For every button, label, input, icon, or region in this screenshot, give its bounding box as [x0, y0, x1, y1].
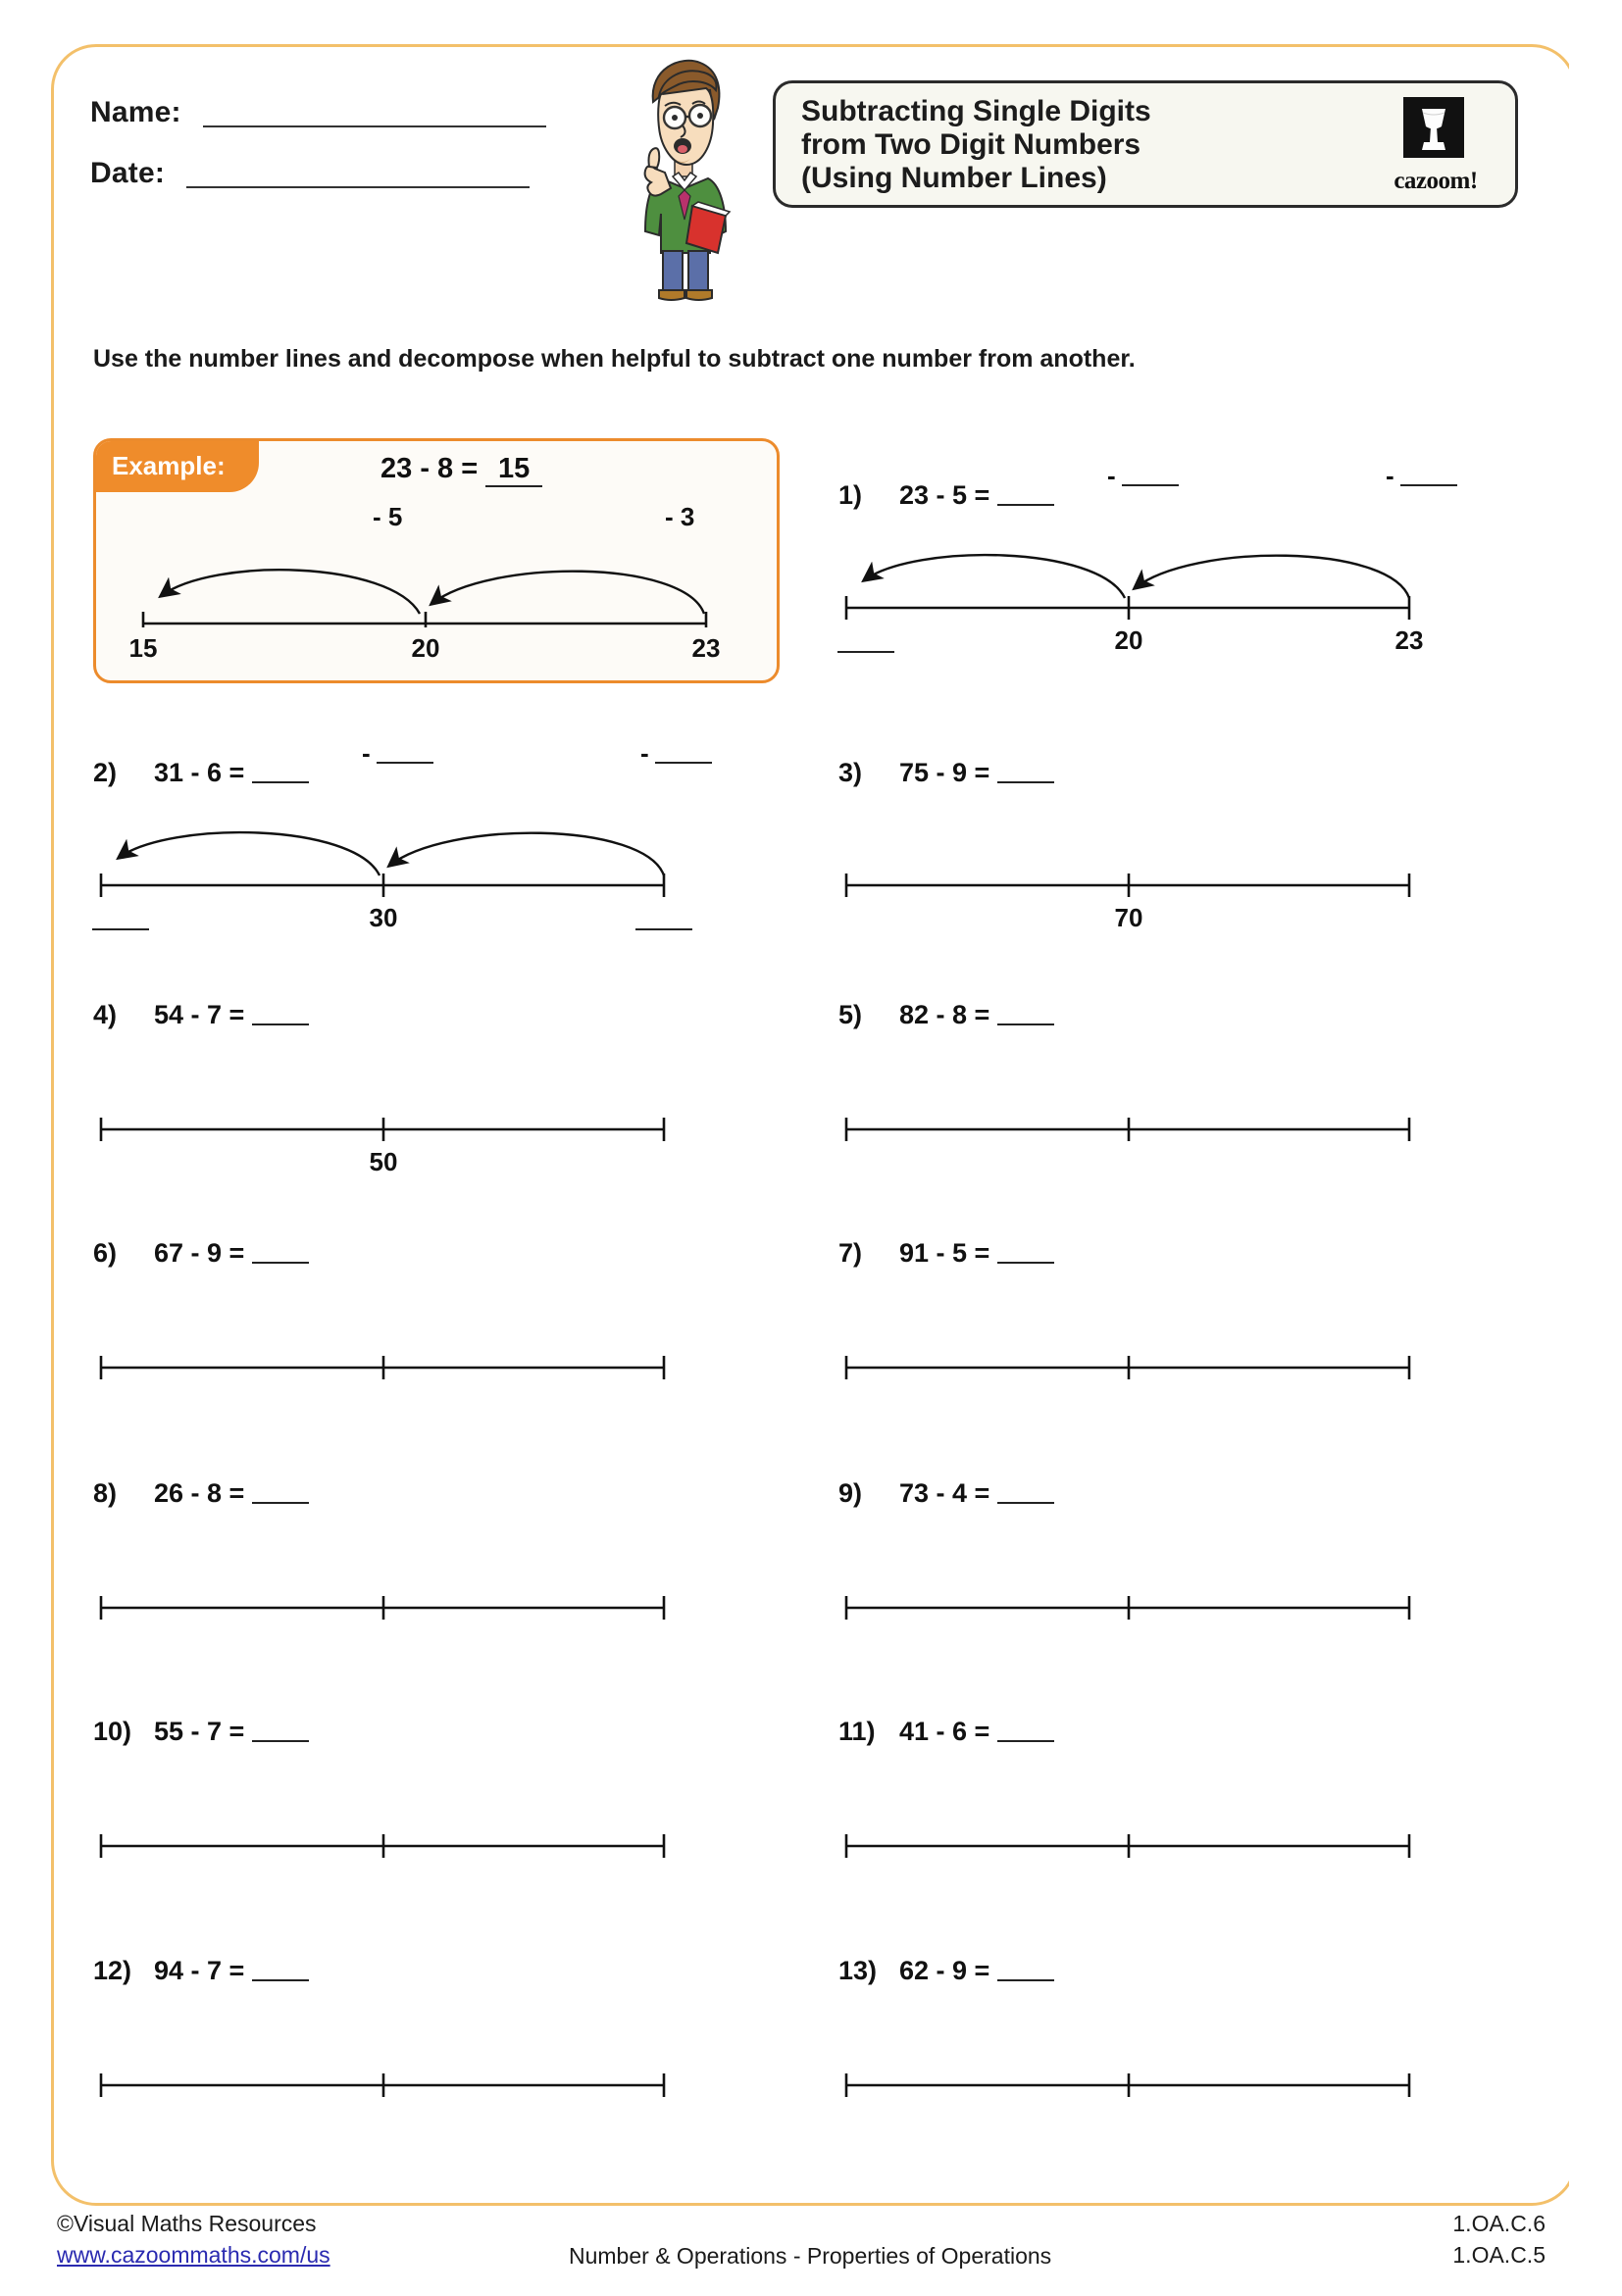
question-answer-blank[interactable]	[252, 1240, 309, 1264]
question-number: 13)	[838, 1956, 878, 1985]
frame-mask	[1569, 39, 1622, 2225]
question-answer-blank[interactable]	[252, 1958, 309, 1981]
question-problem: 54 - 7 =	[154, 1000, 245, 1029]
hop-left-label	[362, 738, 433, 769]
question-heading	[93, 1956, 309, 1986]
question-number-line	[838, 1762, 1466, 1870]
question-number-line	[93, 801, 721, 909]
question-number-line	[838, 801, 1466, 909]
cazoom-goblet-icon	[1403, 97, 1464, 158]
question-heading	[838, 480, 1054, 511]
endpoint-blank-left[interactable]	[837, 649, 894, 653]
question-number: 10)	[93, 1717, 132, 1746]
question-heading	[838, 1717, 1054, 1747]
question-number-line	[838, 1523, 1466, 1631]
question-answer-blank[interactable]	[997, 1240, 1054, 1264]
question-answer-blank[interactable]	[997, 482, 1054, 506]
question-number: 7)	[838, 1238, 863, 1268]
question-number: 9)	[838, 1478, 863, 1508]
cazoom-url-link[interactable]: www.cazoommaths.com/us	[57, 2242, 330, 2268]
question-heading	[93, 1238, 309, 1269]
question-answer-blank[interactable]	[997, 760, 1054, 783]
hop-left-blank[interactable]	[377, 742, 433, 764]
question-problem: 31 - 6 =	[154, 758, 245, 787]
example-answer: 15	[485, 453, 542, 487]
question-number: 5)	[838, 1000, 863, 1029]
question-heading	[838, 1000, 1054, 1030]
example-hop-right-label: - 3	[665, 502, 695, 531]
question-heading	[838, 1478, 1054, 1509]
hop-right-blank[interactable]	[655, 742, 712, 764]
date-input-line[interactable]	[186, 161, 530, 188]
cazoom-wordmark: cazoom!	[1394, 168, 1478, 194]
question-number: 12)	[93, 1956, 132, 1985]
minus-sign: -	[1107, 461, 1116, 490]
hop-left-blank[interactable]	[1122, 465, 1179, 486]
question-answer-blank[interactable]	[997, 1958, 1054, 1981]
question-problem: 41 - 6 =	[899, 1717, 990, 1746]
question-answer-blank[interactable]	[252, 760, 309, 783]
standard-code-2: 1.OA.C.5	[1452, 2242, 1546, 2268]
question-answer-blank[interactable]	[997, 1719, 1054, 1742]
example-tag: Example:	[94, 439, 259, 492]
example-equation	[380, 453, 542, 487]
question-answer-blank[interactable]	[252, 1480, 309, 1504]
question-problem: 75 - 9 =	[899, 758, 990, 787]
example-tick-left: 15	[128, 633, 158, 663]
question-answer-blank[interactable]	[252, 1002, 309, 1025]
standard-code-1: 1.OA.C.6	[1452, 2211, 1546, 2236]
date-field-row	[90, 159, 530, 188]
tick-label-right: 23	[1394, 625, 1424, 655]
tick-label-mid: 30	[369, 903, 398, 932]
tick-label-mid: 20	[1114, 625, 1143, 655]
question-problem: 67 - 9 =	[154, 1238, 245, 1268]
worksheet-title-box	[773, 80, 1518, 208]
question-number: 8)	[93, 1478, 118, 1508]
hop-right-blank[interactable]	[1400, 465, 1457, 486]
worksheet-header	[0, 0, 1622, 314]
question-problem: 55 - 7 =	[154, 1717, 245, 1746]
minus-sign: -	[1386, 461, 1394, 490]
question-heading	[93, 1478, 309, 1509]
question-number: 2)	[93, 758, 118, 787]
footer-topic: Number & Operations - Properties of Operations	[569, 2243, 1052, 2269]
question-number-line	[93, 1523, 721, 1631]
worksheet-footer	[0, 2208, 1622, 2296]
question-number-line	[93, 2001, 721, 2109]
question-problem: 62 - 9 =	[899, 1956, 990, 1985]
endpoint-blank-right[interactable]	[635, 926, 692, 930]
question-number: 6)	[93, 1238, 118, 1268]
instruction-text: Use the number lines and decompose when helpful to subtract one number from another.	[93, 345, 1136, 373]
hop-right-label	[1386, 461, 1457, 491]
question-number-line	[93, 1045, 721, 1153]
question-heading	[838, 1238, 1054, 1269]
hop-right-label	[640, 738, 712, 769]
question-heading	[838, 1956, 1054, 1986]
question-answer-blank[interactable]	[997, 1002, 1054, 1025]
footer-standards	[1452, 2208, 1546, 2271]
name-input-line[interactable]	[203, 100, 546, 127]
question-answer-blank[interactable]	[997, 1480, 1054, 1504]
question-problem: 23 - 5 =	[899, 480, 990, 510]
cazoom-logo	[1382, 97, 1490, 195]
question-number-line	[838, 1045, 1466, 1153]
example-number-line	[96, 539, 780, 627]
question-heading	[93, 758, 309, 788]
title-line-2: from Two Digit Numbers	[801, 128, 1141, 161]
question-problem: 94 - 7 =	[154, 1956, 245, 1985]
minus-sign: -	[362, 738, 371, 768]
question-number: 11)	[838, 1717, 876, 1746]
question-heading	[93, 1000, 309, 1030]
question-number-line	[838, 2001, 1466, 2109]
footer-credit	[57, 2208, 330, 2271]
endpoint-blank-left[interactable]	[92, 926, 149, 930]
question-number-line	[93, 1762, 721, 1870]
copyright-text: ©Visual Maths Resources	[57, 2211, 317, 2236]
question-answer-blank[interactable]	[252, 1719, 309, 1742]
question-number-line	[93, 1283, 721, 1391]
tick-label-mid: 70	[1114, 903, 1143, 932]
example-problem: 23 - 8 =	[380, 453, 479, 484]
question-number: 4)	[93, 1000, 118, 1029]
question-problem: 26 - 8 =	[154, 1478, 245, 1508]
name-field-row	[90, 98, 546, 127]
question-number-line	[838, 524, 1466, 631]
question-number: 1)	[838, 480, 863, 510]
question-heading	[838, 758, 1054, 788]
example-card	[93, 438, 780, 683]
question-number-line	[838, 1283, 1466, 1391]
title-line-3: (Using Number Lines)	[801, 162, 1107, 194]
date-label: Date:	[90, 157, 166, 189]
example-hop-left-label: - 5	[373, 502, 403, 531]
tick-label-mid: 50	[369, 1147, 398, 1176]
question-problem: 91 - 5 =	[899, 1238, 990, 1268]
page-title	[801, 95, 1350, 195]
minus-sign: -	[640, 738, 649, 768]
question-heading	[93, 1717, 309, 1747]
title-line-1: Subtracting Single Digits	[801, 95, 1151, 127]
question-problem: 73 - 4 =	[899, 1478, 990, 1508]
question-number: 3)	[838, 758, 863, 787]
example-tick-right: 23	[691, 633, 721, 663]
example-tick-mid: 20	[411, 633, 440, 663]
name-label: Name:	[90, 96, 181, 128]
hop-left-label	[1107, 461, 1179, 491]
teacher-character-icon	[620, 51, 747, 306]
question-problem: 82 - 8 =	[899, 1000, 990, 1029]
